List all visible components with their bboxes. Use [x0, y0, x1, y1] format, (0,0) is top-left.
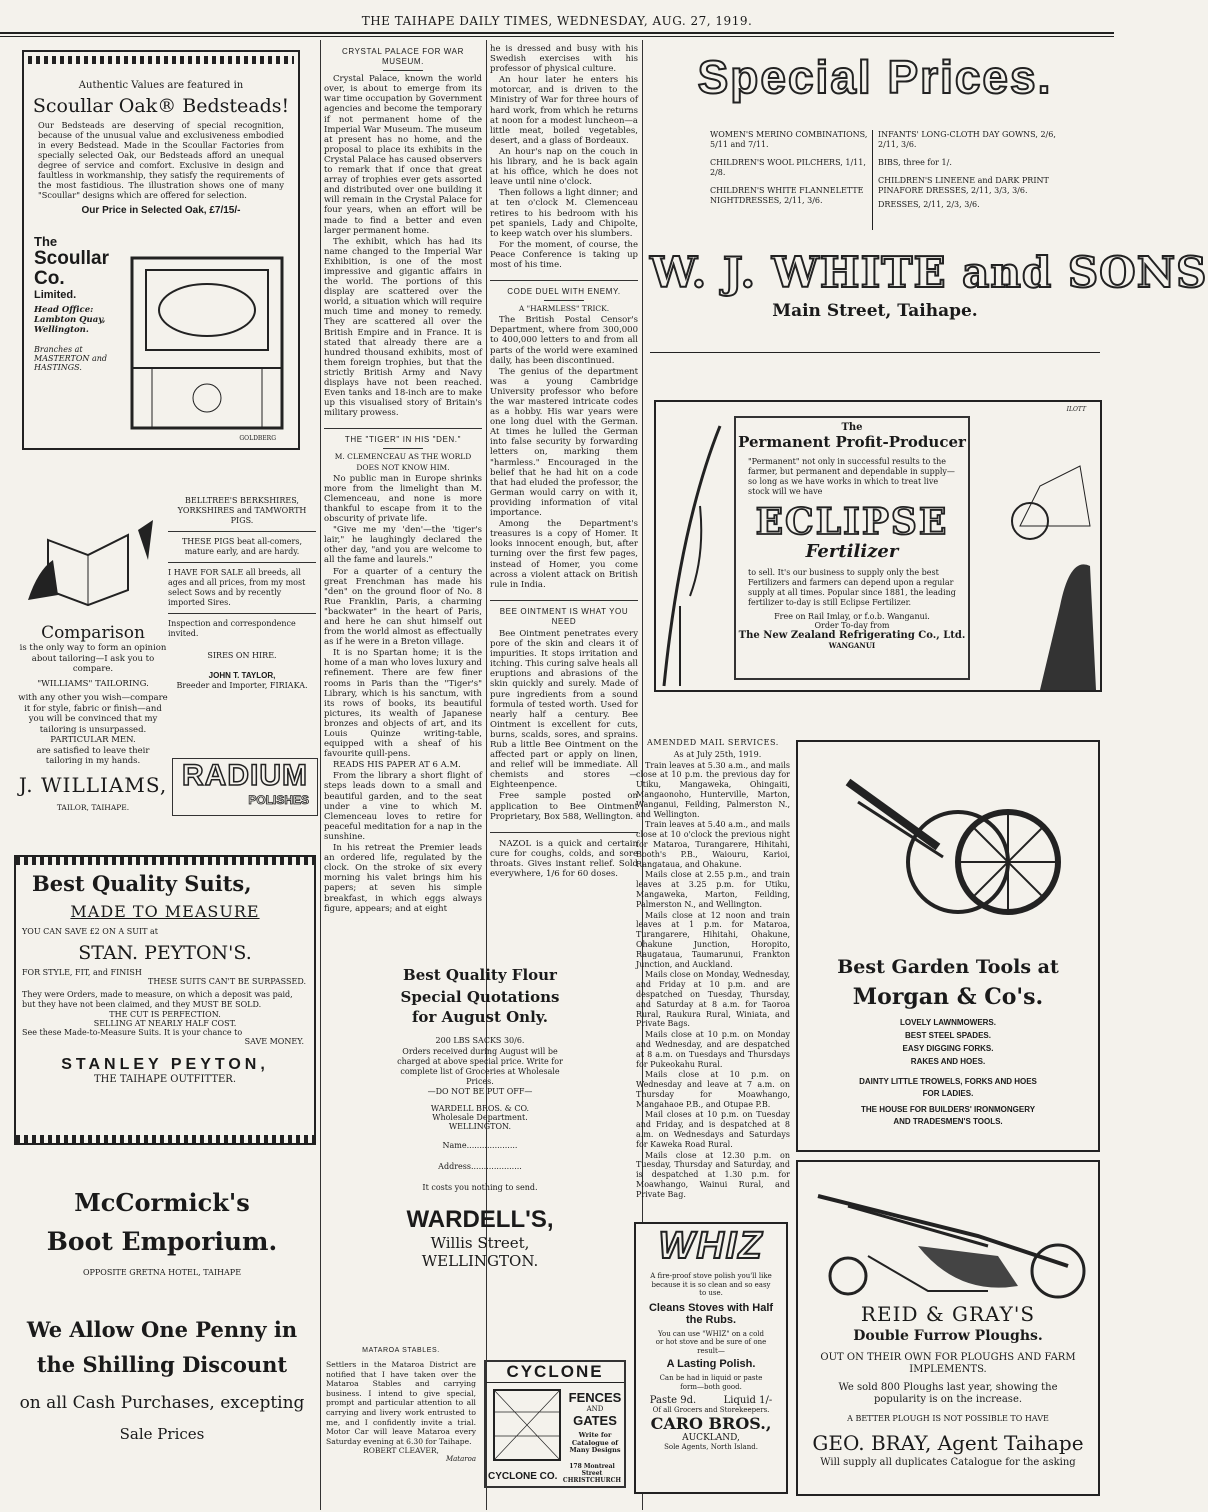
cyclone-address: 178 Montreal Street CHRISTCHURCH	[562, 1463, 622, 1484]
tiger-cont-p5: For the moment, of course, the Peace Conference is taking up most of his time.	[490, 239, 638, 270]
whiz-t6: Can be had in liquid or paste form—both good.	[659, 1374, 763, 1391]
crystal-p2: The exhibit, which has had its name changed to the Imperial War Exhibition, is one of the most impressive and gigantic affairs in the world. The portions of this display are scattered over the world, a situation which will require much time and money to remedy. They are scattered all over the British Empire and in France. It is stated that already there are a hundred thousand exhibits, most of them foreign trophies, but that the strictly British Army and Navy displays have not been reached. Even tanks and 18-inch are to make up this visualised story of Britain's military prowess.	[324, 236, 482, 419]
eclipse-t4: ECLIPSE	[755, 501, 949, 543]
rule	[324, 428, 482, 429]
eclipse-t7: Free on Rail Imlay, or f.o.b. Wanganui.	[774, 612, 930, 621]
morgan-t5: EASY DIGGING FORKS.	[902, 1044, 994, 1053]
eclipse-t9: The New Zealand Refrigerating Co., Ltd.	[738, 630, 966, 641]
suits-l5: THE CUT IS PERFECTION.	[109, 1010, 221, 1019]
eclipse-t3: "Permanent" not only in successful results to the farmer, but permanent and dependable in supply—so long as we have works in which to treat live stock will we have	[748, 457, 955, 496]
mccormick-l1: We Allow One Penny in	[26, 1317, 298, 1342]
code-headline: CODE DUEL WITH ENEMY.	[507, 287, 621, 297]
pigs-t3: I HAVE FOR SALE all breeds, all ages and all prices, from my most select Sows and by recently imported Sires.	[168, 568, 306, 607]
cyclone-company: CYCLONE CO.	[488, 1471, 558, 1482]
mail-p1: As at July 25th, 1919.	[673, 749, 762, 759]
whiz-t4: You can use "WHIZ" on a cold or hot stove and be sure of one result—	[655, 1329, 767, 1355]
white-name: W. J. WHITE and SONS	[650, 248, 1208, 297]
reid-t5: A BETTER PLOUGH IS NOT POSSIBLE TO HAVE	[847, 1414, 1049, 1423]
cyclone-title: CYCLONE	[486, 1362, 624, 1383]
whiz-t2: A fire-proof stove polish you'll like because it is so clean and so easy to use.	[650, 1272, 772, 1297]
mail-p8: Mails close at 10 p.m. on Wednesday and leave at 7 a.m. on Thursday for Moawhango, Mangahaoe P.B., and Otupae P.B.	[636, 1070, 790, 1109]
suits-made: MADE TO MEASURE	[70, 902, 260, 921]
special-right	[878, 130, 1058, 210]
plough-illustration	[808, 1176, 1092, 1306]
flour-l3: —DO NOT BE PUT OFF—	[427, 1087, 533, 1096]
branches: Branches at MASTERTON and HASTINGS.	[34, 345, 107, 372]
eclipse-t6: to sell. It's our business to supply only the best Fertilizers and farmers can depend upon a regular supply at all times. Popular since 1881, the leading fertilizer to-day is still Eclipse Fertilizer.	[748, 568, 956, 607]
whiz-paste-price: Paste 9d.	[649, 1395, 697, 1406]
mail-headline: AMENDED MAIL SERVICES.	[647, 738, 779, 747]
eclipse-ad	[654, 400, 1102, 692]
scoullar-price: Our Price in Selected Oak, £7/15/-	[81, 205, 241, 216]
special-prices-ad	[650, 50, 1100, 240]
pigs-t5: SIRES ON HIRE.	[207, 651, 277, 660]
whiz-t3: Cleans Stoves with Half the Rubs.	[648, 1301, 774, 1326]
rule	[872, 130, 873, 230]
flour-l8: It costs you nothing to send.	[422, 1183, 538, 1192]
lawnmower-illustration	[838, 762, 1068, 932]
flour-address-field: Address....................	[438, 1162, 522, 1171]
mail-p5: Mails close at 12 noon and train leaves at 1 p.m. for Mataroa, Turangarere, Hihitahi, Ohakune, Ohakune Junction, Horopito, Raugataua, Taumarunui, Frankton Junction, and Auckland.	[636, 910, 790, 969]
comparison-line3: with any other you wish—compare it for style, fabric or finish—and you will be convinced that my tailoring is unsurpassed.	[18, 693, 168, 735]
suits-title: Best Quality Suits,	[32, 871, 252, 896]
tiger-cont-p1: he is dressed and busy with his Swedish exercises with his professor of physical culture.	[490, 44, 638, 75]
rule	[168, 531, 316, 532]
scoullar-banner: Authentic Values are featured in	[78, 80, 244, 91]
comparison-line5: are satisfied to leave their tailoring in my hands.	[36, 745, 150, 766]
special-b3: CHILDREN'S LINEENE and DARK PRINT PINAFORE DRESSES, 2/11, 3/3, 3/6.	[878, 176, 1049, 195]
suits-l7: See these Made-to-Measure Suits. It is your chance to	[22, 1028, 243, 1037]
bee-p1: Bee Ointment penetrates every pore of the skin and clears it of impurities. It stops irritation and itching. This curing salve heals all eruptions and abrasions of the skin quickly and surely. Made of pure ingredients from a sound formula of tested worth. Used for nearly half a century. Bee Ointment is excellent for cuts, burns, scalds, sores, and sprains. Rub a little Bee Ointment on the affected part or apply on linen, and relief will be immediate. All chemists and stores —Eighteenpence.	[490, 628, 638, 791]
tiger-p5: READS HIS PAPER AT 6 A.M.	[333, 760, 461, 771]
column-news-2	[324, 44, 482, 954]
pigs-t4: Inspection and correspondence invited.	[168, 619, 296, 638]
code-p2: The genius of the department was a young Cambridge University professor who before the war mastered intricate codes as a hobby. His war years were one long duel with the German. At times he lulled the German into false security by forwarding letters on, marking them "harmless." Encouraged in the belief that he had hit on a code that had eluded the professor, the German would carry on with it, providing information of vital importance.	[490, 366, 638, 519]
flour-t2: Special Quotations	[400, 988, 560, 1006]
whiz-prices	[636, 1395, 786, 1406]
flour-name-field: Name....................	[442, 1141, 518, 1150]
mccormick-addr: OPPOSITE GRETNA HOTEL, TAIHAPE	[82, 1268, 242, 1277]
rule	[490, 280, 638, 281]
special-b1: INFANTS' LONG-CLOTH DAY GOWNS, 2/6, 2/11, 3/6.	[878, 130, 1056, 149]
mail-p6: Mails close on Monday, Wednesday, and Friday at 10 p.m. and are despatched on Tuesday, Thursday, and Saturday at 8 a.m. for Taoroa Rural, Raukura Rural, Winiata, and Private Bags.	[636, 970, 790, 1029]
suits-name: STAN. PEYTON'S.	[78, 942, 252, 964]
reid-text	[798, 1302, 1098, 1468]
mataroa-place: Mataroa	[445, 1455, 476, 1464]
reid-t3: OUT ON THEIR OWN FOR PLOUGHS AND FARM IMPLEMENTS.	[820, 1352, 1076, 1375]
suits-sig2: THE TAIHAPE OUTFITTER.	[93, 1074, 237, 1085]
artist-signature: GOLDBERG	[239, 435, 276, 442]
tiger-cont-p3: An hour's nap on the couch in his library, and he is back again at his office, which he does not leave until nine o'clock.	[490, 146, 638, 188]
crystal-p1: Crystal Palace, known the world over, is about to emerge from its war time occupation by Government agencies and become the temporary if not permanent home of the Imperial War Museum. The museum at present has no home, and the proposal to place its exhibits in the Crystal Palace has caused observers to remark that if once that great array of trophies ever gets assorted and distributed over one building it will remain in the Crystal Palace for four years, when an effort will be made to find a better and even larger permanent home.	[324, 74, 482, 236]
company-name: Scoullar Co.	[34, 248, 109, 289]
whiz-t5: A Lasting Polish.	[666, 1358, 756, 1370]
tiger-p1: No public man in Europe shrinks more from the limelight than M. Clemenceau, and none is more thankful to escape from it to the obscurity of private life.	[324, 473, 482, 525]
williams-name: J. WILLIAMS,	[18, 772, 168, 797]
tiger-cont-p2: An hour later he enters his motorcar, and is driven to the Ministry of War for three hours of hard work, from which he returns at noon for a modest luncheon—a little meat, boiled vegetables, desert, and a glass of Bordeaux.	[490, 75, 638, 146]
whiz-ad	[634, 1222, 788, 1494]
cyclone-catalogue: Write for Catalogue of Many Designs	[569, 1431, 621, 1454]
pigs-t1: BELLTREE'S BERKSHIRES, YORKSHIRES and TAMWORTH PIGS.	[177, 496, 307, 525]
reid-gray-ad	[796, 1160, 1100, 1496]
flour-l2: Orders received during August will be charged at above special price. Write for complete list of Groceries at Wholesale Prices.	[397, 1047, 563, 1086]
mail-p9: Mail closes at 10 p.m. on Tuesday and Friday, and is despatched at 8 a.m. on Wednesdays and Saturdays for Kaweka Road Rural.	[636, 1110, 790, 1149]
rule	[168, 613, 316, 614]
bedstead-illustration	[122, 248, 292, 438]
flour-ad	[380, 958, 580, 1298]
morgan-t7: DAINTY LITTLE TROWELS, FORKS AND HOES FOR LADIES.	[859, 1077, 1037, 1098]
mccormick-title2: Boot Emporium.	[46, 1227, 278, 1256]
mail-p2: Train leaves at 5.30 a.m., and mails close at 10 p.m. the previous day for Utiku, Mangaweka, Ohingaiti, Mangaonoho, Hunterville, Marton, Wanganui, Feilding, Palmerston N., and Wellington.	[636, 760, 790, 819]
mail-p3: Train leaves at 5.40 a.m., and mails close at 10 o'clock the previous night for Mataroa, Turangarere, Hihitahi, Booth's P.B., Waiouru, Karioi, Rangataua, and Ohakune.	[636, 820, 790, 869]
rule	[544, 300, 584, 301]
morgan-text	[798, 956, 1098, 1128]
morgan-t2: Morgan & Co's.	[852, 984, 1044, 1010]
whiz-t10: CARO BROS.,	[650, 1414, 772, 1433]
eclipse-panel	[734, 416, 970, 680]
code-p3: Among the Department's treasures is a copy of Homer. It looks innocent enough, but, after turning over the first few pages, instead of Homer, you come across a violent attack on British rule in India.	[490, 519, 638, 590]
special-a1: WOMEN'S MERINO COMBINATIONS, 5/11 and 7/11.	[710, 130, 868, 149]
reid-t4: We sold 800 Ploughs last year, showing the popularity is on the increase.	[838, 1382, 1058, 1405]
flour-l5: Wholesale Department. WELLINGTON.	[432, 1113, 528, 1131]
special-left	[710, 130, 870, 206]
suits-l2: FOR STYLE, FIT, and FINISH	[22, 968, 142, 977]
comparison-line4: PARTICULAR MEN.	[50, 735, 136, 745]
mataroa-sig: ROBERT CLEAVER,	[363, 1446, 439, 1456]
bee-p2: Free sample posted on application to Bee Ointment Proprietary, Box 588, Wellington.	[490, 791, 638, 822]
pigs-t7: Breeder and Importer, FIRIAKA.	[176, 681, 308, 690]
decorative-border	[16, 1135, 314, 1143]
morgan-t4: BEST STEEL SPADES.	[905, 1031, 991, 1040]
mail-p7: Mails close at 10 p.m. on Monday and Wednesday, and are despatched at 8 a.m. on Tuesdays and Thursdays for Pukeokahu Rural.	[636, 1030, 790, 1069]
suits-sig1: STANLEY PEYTON,	[61, 1056, 269, 1073]
scoullar-ad	[22, 50, 300, 450]
pigs-t6: JOHN T. TAYLOR,	[208, 671, 276, 680]
suits-ad	[14, 855, 316, 1145]
suits-l6: SELLING AT NEARLY HALF COST.	[93, 1019, 237, 1028]
code-p1: The British Postal Censor's Department, where from 300,000 to 400,000 letters to and from all parts of the world were examined daily, has been discontinued.	[490, 315, 638, 366]
artist-signature: ILOTT	[1066, 406, 1086, 413]
head-office: Head Office: Lambton Quay, Wellington.	[34, 305, 106, 335]
scoullar-company	[34, 234, 114, 372]
comparison-title: Comparison	[41, 623, 145, 643]
reid-t1: REID & GRAY'S	[860, 1302, 1036, 1326]
special-a2: CHILDREN'S WOOL PILCHERS, 1/11, 2/8.	[710, 158, 866, 177]
tiger-p2: "Give me my 'den'—the 'tiger's lair," he laughingly declared the other day, "and you are welcome to all the fame and laurels."	[324, 525, 482, 566]
tiger-headline: THE "TIGER" IN HIS "DEN."	[344, 435, 462, 445]
mccormick-title1: McCormick's	[74, 1188, 250, 1217]
suits-l3: THESE SUITS CAN'T BE SURPASSED.	[148, 977, 306, 986]
suits-l1: YOU CAN SAVE £2 ON A SUIT at	[22, 927, 158, 936]
flour-l1: 200 LBS SACKS 30/6.	[435, 1036, 525, 1045]
eclipse-t1: The	[841, 422, 863, 433]
radium-polishes: POLISHES	[248, 793, 309, 807]
whiz-t11: AUCKLAND,	[682, 1433, 740, 1443]
comparison-ad	[18, 500, 168, 810]
tiger-cont-p4: Then follows a light dinner; and at ten o'clock M. Clemenceau retires to his bedroom with his pet spaniels, Lady and Chipolte, to keep watch over his slumbers.	[490, 188, 638, 239]
decorative-border	[16, 857, 314, 865]
mataroa-headline: MATAROA STABLES.	[362, 1347, 440, 1354]
eclipse-t8: Order To-day from	[814, 621, 890, 630]
whiz-t12: Sole Agents, North Island.	[664, 1443, 758, 1451]
cyclone-ad	[484, 1360, 626, 1488]
pigs-ad	[168, 496, 316, 746]
comparison-line1: is the only way to form an opinion about tailoring—I ask you to compare.	[19, 643, 167, 674]
rule	[383, 70, 423, 71]
rule	[650, 352, 1100, 353]
whiz-t9: Of all Grocers and Storekeepers.	[652, 1406, 770, 1414]
scoullar-title: Scoullar Oak® Bedsteads!	[32, 95, 290, 117]
code-sub: A "HARMLESS" TRICK.	[518, 304, 610, 314]
morgan-t1: Best Garden Tools at	[837, 956, 1059, 978]
flour-l4: WARDELL BROS. & CO.	[430, 1104, 530, 1113]
eclipse-t5: Fertilizer	[805, 541, 899, 562]
wardells-name: WARDELL'S,	[406, 1206, 554, 1233]
mataroa-ad	[326, 1344, 476, 1494]
white-ad	[650, 248, 1208, 344]
rule	[383, 448, 423, 449]
masthead: THE TAIHAPE DAILY TIMES, WEDNESDAY, AUG. 27, 1919.	[361, 14, 753, 28]
cyclone-and: AND	[586, 1405, 604, 1413]
nazol-ad: NAZOL is a quick and certain cure for coughs, colds, and sore throats. Gives instant relief. Sold everywhere, 1/6 for 60 doses.	[490, 838, 638, 880]
rule	[490, 600, 638, 601]
suits-l8: SAVE MONEY.	[244, 1037, 304, 1046]
suits-l4: They were Orders, made to measure, on which a deposit was paid, but they have not been claimed, and they MUST BE SOLD.	[22, 990, 293, 1009]
whiz-title: WHIZ	[658, 1225, 764, 1267]
mail-p4: Mails close at 2.55 p.m., and train leaves at 3.25 p.m. for Utiku, Mangaweka, Marton, Feilding, Palmerston N., and Wellington.	[636, 870, 790, 909]
morgan-ad	[796, 740, 1100, 1152]
rule	[168, 562, 316, 563]
company-the: The	[34, 234, 58, 249]
tiger-p4: It is no Spartan home; it is the home of a man who loves luxury and refinement. There are few finer rooms in Paris than the "Tiger's" Library, which is his sanctum, with its rows of books, its beautiful pictures, its wealth of Japanese bronzes and objects of art, and its Louis Quinze writing-table, equipped with a sheaf of his favourite quill-pens.	[324, 648, 482, 760]
eclipse-t2: Permanent Profit-Producer	[738, 433, 966, 451]
column-rule	[320, 40, 321, 1510]
masthead-rule-thin	[0, 36, 1114, 37]
rule	[490, 832, 638, 833]
company-limited: Limited.	[34, 289, 77, 301]
flour-t1: Best Quality Flour	[403, 966, 557, 984]
cyclone-right	[566, 1390, 624, 1455]
morgan-t6: RAKES AND HOES.	[910, 1057, 986, 1066]
mccormick-l3: on all Cash Purchases, excepting	[19, 1393, 305, 1413]
wardells-street: Willis Street,	[430, 1234, 530, 1252]
reid-t7: Will supply all duplicates Catalogue for the asking	[820, 1457, 1076, 1468]
fence-gate-illustration	[492, 1388, 562, 1462]
pigs-t2: THESE PIGS beat all-comers, mature early, and are hardy.	[181, 537, 303, 556]
mccormick-l2: the Shilling Discount	[36, 1352, 288, 1377]
wardells-city: WELLINGTON.	[421, 1252, 539, 1270]
morgan-t8: THE HOUSE FOR BUILDERS' IRONMONGERY AND TRADESMEN'S TOOLS.	[860, 1105, 1036, 1126]
williams-sig: TAILOR, TAIHAPE.	[56, 802, 130, 812]
mataroa-body: Settlers in the Mataroa District are notified that I have taken over the Mataroa Stables and carrying business. I intend to give special, prompt and particular attention to all carrying and livery work entrusted to me, and I confidently invite a trial. Motor Car will leave Mataroa every Saturday evening at 6.30 for Taihape.	[326, 1360, 476, 1446]
eclipse-t10: WANGANUI	[828, 641, 876, 650]
special-title: Special Prices.	[697, 51, 1053, 103]
special-b4: DRESSES, 2/11, 2/3, 3/6.	[878, 200, 980, 209]
mccormick-l4: Sale Prices	[119, 1425, 205, 1443]
flour-t3: for August Only.	[411, 1008, 548, 1026]
special-a3: CHILDREN'S WHITE FLANNELETTE NIGHTDRESSES, 2/11, 3/6.	[710, 186, 864, 205]
reid-t6: GEO. BRAY, Agent Taihape	[812, 1431, 1084, 1455]
cyclone-fences: FENCES	[568, 1390, 622, 1405]
radium-ad	[172, 758, 318, 816]
bee-headline: BEE OINTMENT IS WHAT YOU NEED	[499, 606, 629, 626]
tiger-p6: From the library a short flight of steps leads down to a small and beautiful garden, and to the seat under a vine to which M. Clemenceau loves to retire for peaceful meditation for a nap in the sunshine.	[324, 771, 482, 842]
whiz-liquid-price: Liquid 1/-	[723, 1395, 773, 1406]
scoullar-body: Our Bedsteads are deserving of special recognition, because of the unusual value and exclusiveness embodied in every Bedstead. Made in the Scoullar Factories from specially selected Oak, our Bedsteads afford an unequal degree of service and comfort. Exclusive in design and faultless in workmanship, they satisfy the requirements of the most fastidious. The illustration shows one of many "Scoullar" designs which are offered for selection.	[38, 120, 284, 200]
special-b2: BIBS, three for 1/.	[878, 158, 952, 167]
mail-p10: Mails close at 12.30 p.m. on Tuesday, Thursday and Saturday, and is despatched at 1.30 p.m. for Moawhango, Wainui Rural, and Private Bag.	[636, 1150, 790, 1199]
hands-book-illustration	[18, 500, 158, 615]
decorative-border	[28, 56, 294, 64]
mccormick-ad	[8, 1170, 316, 1490]
comparison-line2: "WILLIAMS" TAILORING.	[37, 678, 149, 689]
tiger-p3: For a quarter of a century the great Frenchman has made his "den" on the ground floor of No. 8 Rue Franklin, Paris, a charming "backwater" in the heart of Paris, and here he can shut himself out from the world almost as effectually as if he were in a Breton village.	[324, 566, 482, 648]
white-addr: Main Street, Taihape.	[772, 301, 978, 321]
tiger-p7: In his retreat the Premier leads an ordered life, regulated by the clock. On the stroke of six every morning his valet brings him his papers; at seven his simple breakfast, in which eggs always figure, appears; and at eight	[324, 843, 482, 914]
tiger-sub: M. CLEMENCEAU AS THE WORLD DOES NOT KNOW HIM.	[334, 452, 472, 472]
column-news-3	[490, 44, 638, 924]
reid-t2: Double Furrow Ploughs.	[853, 1328, 1043, 1344]
masthead-rule	[0, 32, 1114, 34]
radium-title: RADIUM	[182, 759, 308, 792]
morgan-t3: LOVELY LAWNMOWERS.	[899, 1018, 996, 1027]
cyclone-gates: GATES	[573, 1413, 617, 1428]
crystal-headline: CRYSTAL PALACE FOR WAR MUSEUM.	[342, 47, 464, 67]
